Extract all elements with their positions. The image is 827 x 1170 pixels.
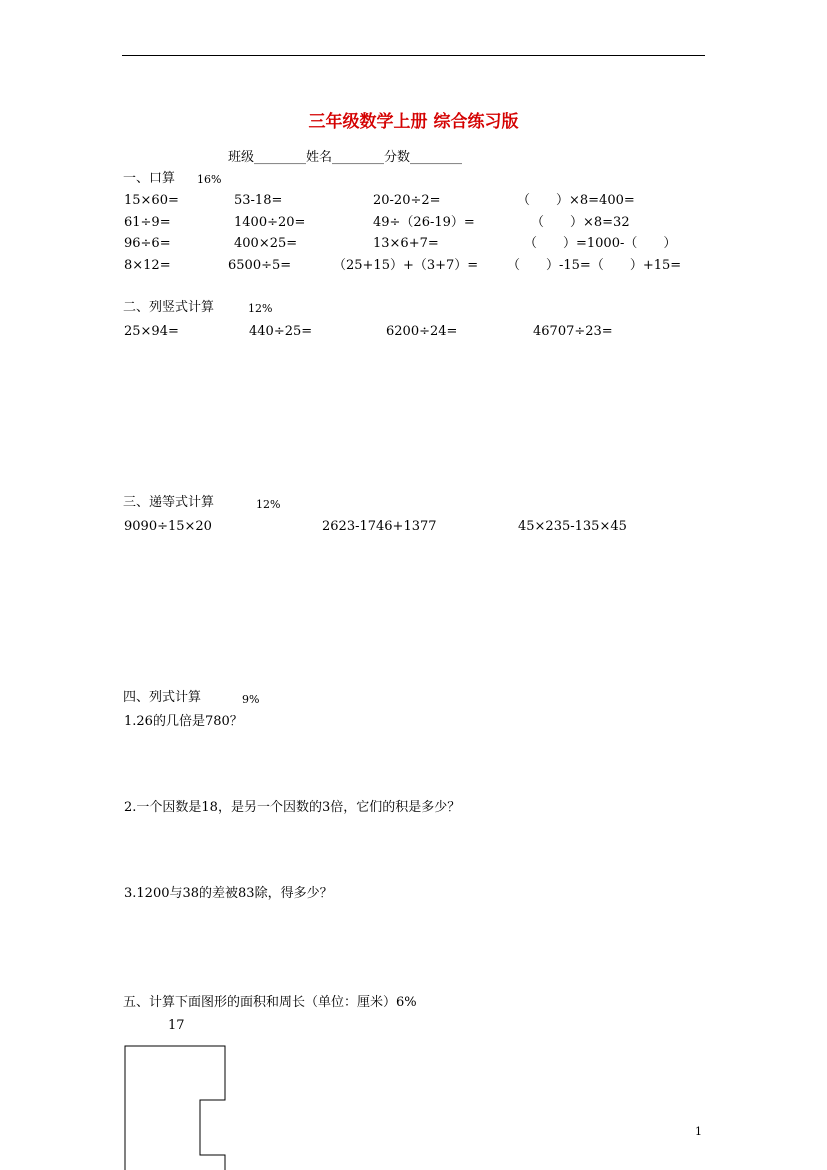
dimension-label: 17 (168, 1018, 185, 1033)
oral-item: 400×25= (234, 236, 298, 251)
word-problem: 3.1200与38的差被83除，得多少？ (124, 886, 333, 901)
page-title: 三年级数学上册 综合练习版 (308, 112, 519, 132)
vertical-calc-item: 46707÷23= (533, 324, 613, 339)
section2-score: 12% (248, 302, 273, 315)
vertical-calc-item: 440÷25= (249, 324, 313, 339)
oral-item: 8×12= (124, 258, 171, 273)
word-problem: 2.一个因数是18，是另一个因数的3倍，它们的积是多少？ (124, 800, 461, 815)
section1-heading: 一、口算 (123, 171, 176, 186)
section1-score: 16% (197, 173, 222, 186)
header-rule (122, 55, 705, 56)
stepwise-calc-item: 45×235-135×45 (518, 519, 627, 534)
oral-item: 15×60= (124, 193, 179, 208)
oral-item: 1400÷20= (234, 215, 306, 230)
stepwise-calc-item: 2623-1746+1377 (322, 519, 437, 534)
composite-figure (118, 1040, 230, 1170)
section5-heading: 五、计算下面图形的面积和周长（单位：厘米）6% (123, 995, 417, 1010)
oral-item: （25+15）+（3+7）= (333, 258, 479, 273)
oral-item: （ ）×8=400= (517, 193, 635, 208)
oral-item: 53-18= (234, 193, 283, 208)
section3-heading: 三、递等式计算 (123, 495, 215, 510)
section3-score: 12% (256, 498, 281, 511)
page-number: 1 (695, 1125, 702, 1138)
oral-item: 61÷9= (124, 215, 171, 230)
vertical-calc-item: 6200÷24= (386, 324, 458, 339)
oral-item: （ ）-15=（ ）+15= (507, 258, 682, 273)
oral-item: 96÷6= (124, 236, 171, 251)
oral-item: 13×6+7= (373, 236, 439, 251)
section4-score: 9% (242, 693, 260, 706)
oral-item: 6500÷5= (228, 258, 292, 273)
section2-heading: 二、列竖式计算 (123, 300, 215, 315)
oral-item: 49÷（26-19）= (373, 215, 475, 230)
student-info-line: 班级________姓名________分数________ (228, 150, 463, 165)
stepwise-calc-item: 9090÷15×20 (124, 519, 212, 534)
vertical-calc-item: 25×94= (124, 324, 179, 339)
word-problem: 1.26的几倍是780？ (124, 714, 243, 729)
oral-item: （ ）=1000-（ ） (524, 236, 677, 251)
oral-item: 20-20÷2= (373, 193, 441, 208)
oral-item: （ ）×8=32 (531, 215, 630, 230)
section4-heading: 四、列式计算 (123, 690, 202, 705)
